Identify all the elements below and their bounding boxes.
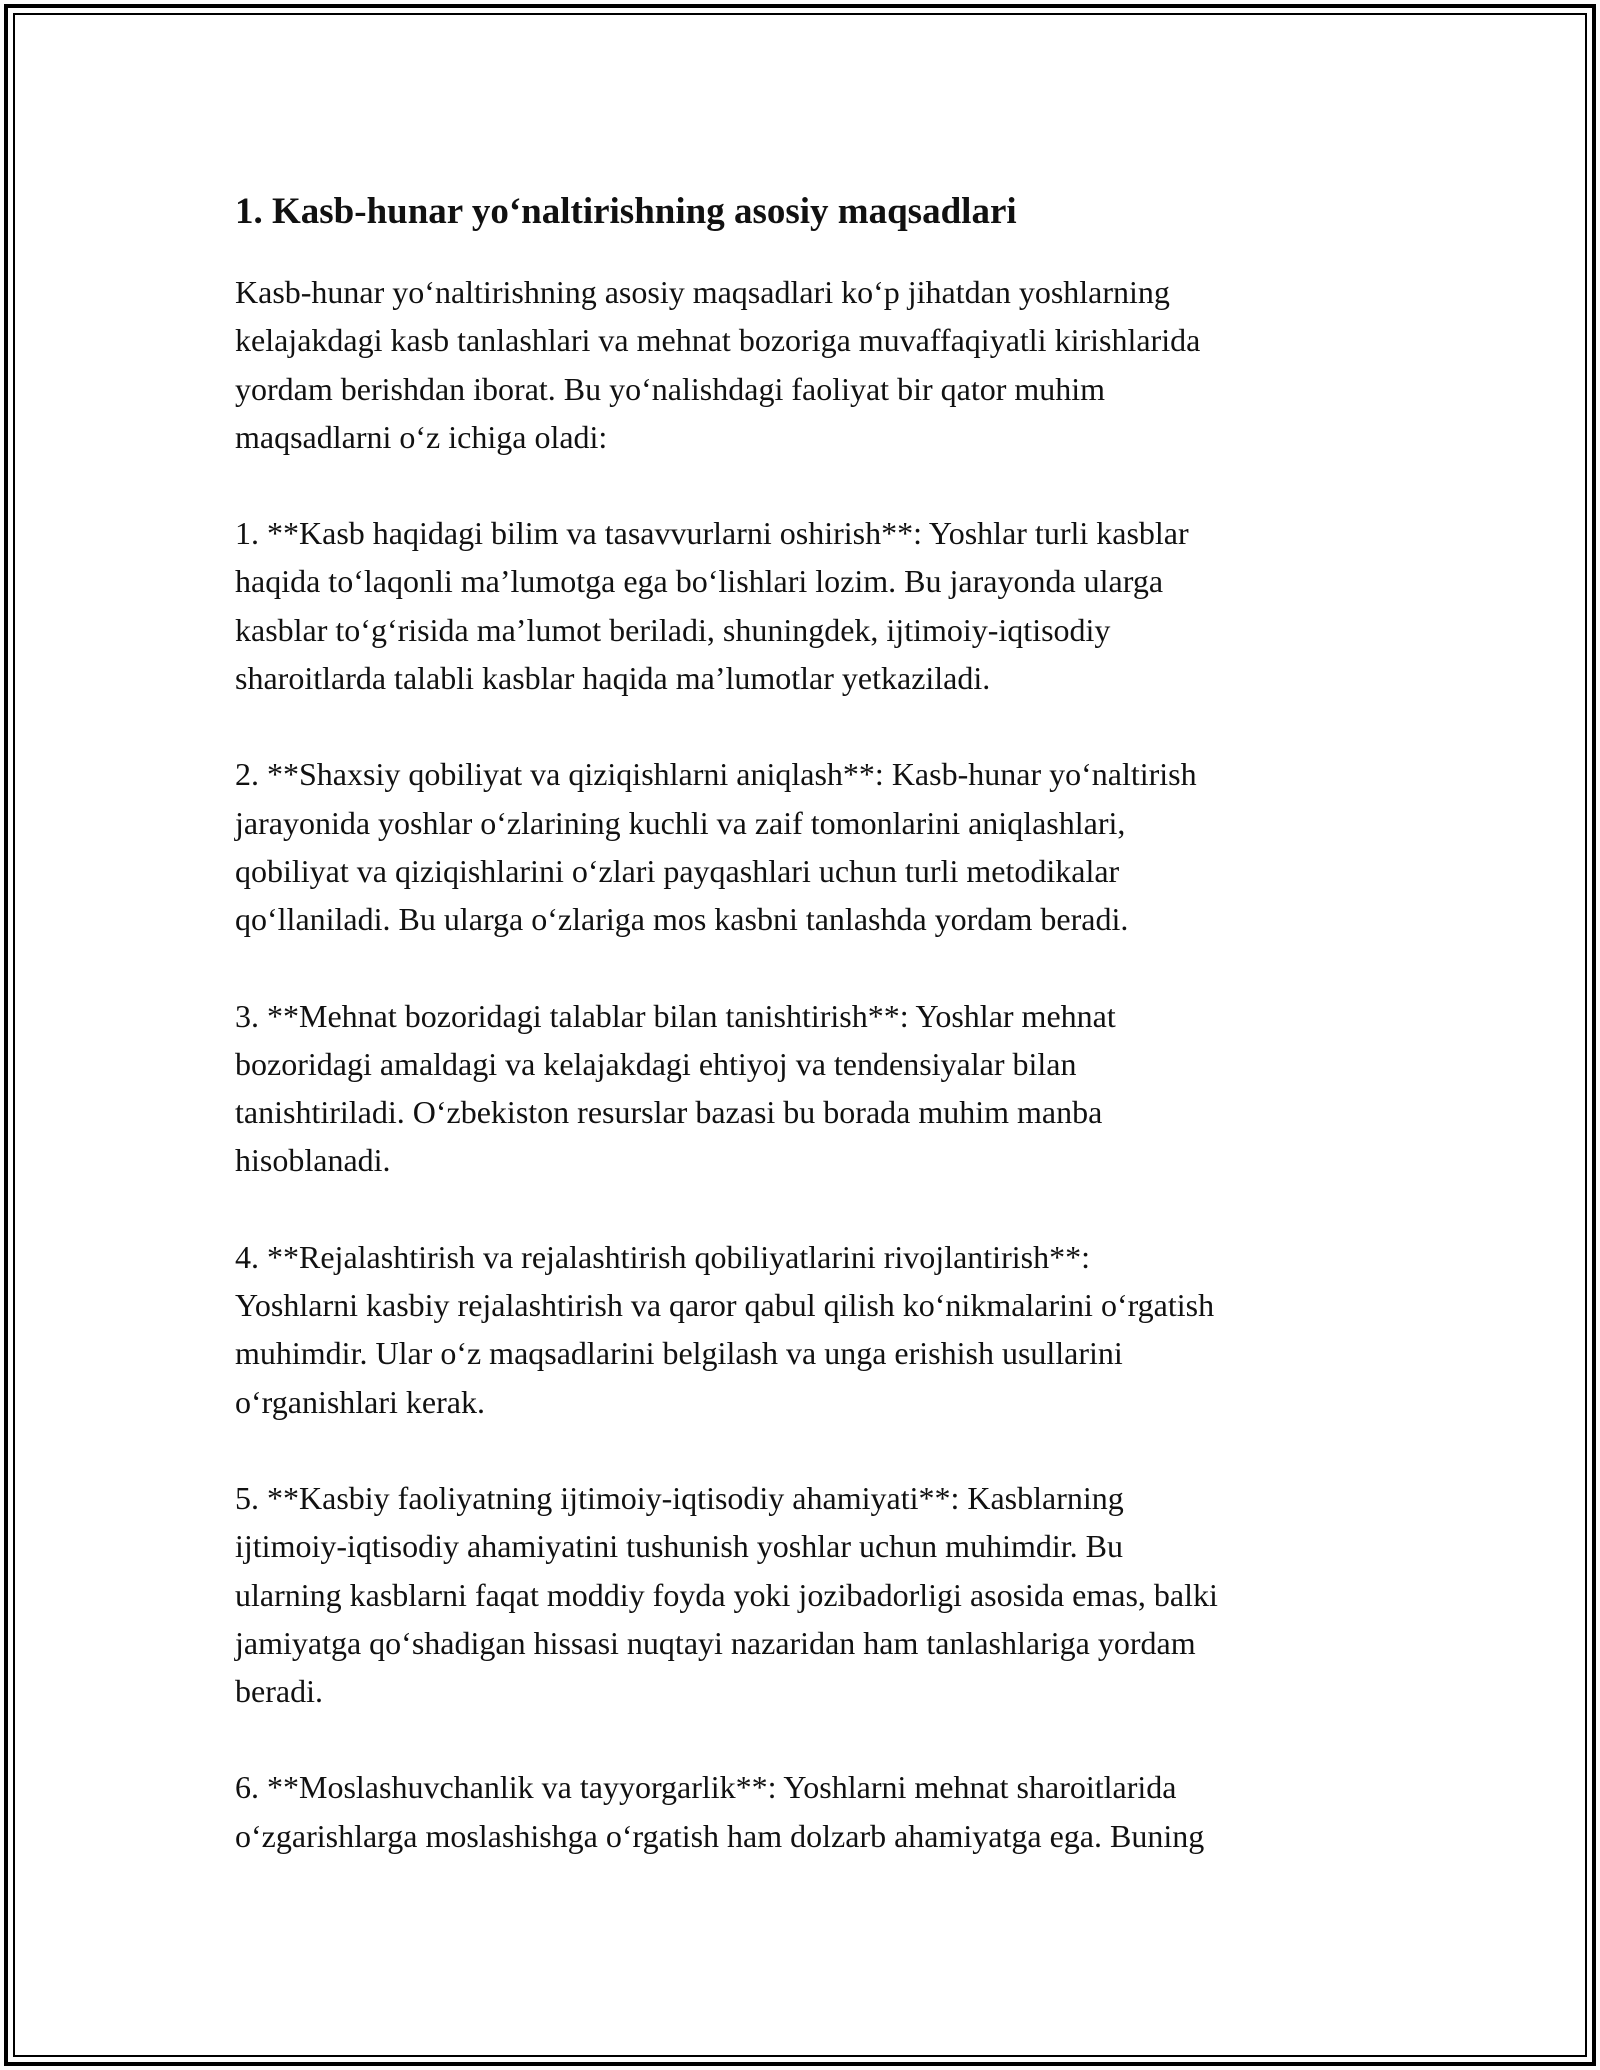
section-heading: 1. Kasb-hunar yo‘naltirishning asosiy maqsadlari xyxy=(235,191,1017,232)
list-item-5: 5. **Kasbiy faoliyatning ijtimoiy-iqtisodiy ahamiyati**: Kasblarning ijtimoiy-iqtisodiy ahamiyatini tushunish yoshlar uchun muhimdir. Bu ularning kasblarni faqat moddiy foyda yoki jozibadorligi asosida emas, balki jamiyatga qo‘shadigan hissasi nuqtayi nazaridan ham tanlashlariga yordam beradi. xyxy=(235,1479,1218,1710)
list-item-4: 4. **Rejalashtirish va rejalashtirish qobiliyatlarini rivojlantirish**: Yoshlarni kasbiy rejalashtirish va qaror qabul qilish ko‘nikmalarini o‘rgatish muhimdir. Ular o‘z maqsadlarini belgilash va unga erishish usullarini o‘rganishlari kerak. xyxy=(235,1238,1215,1420)
document-body xyxy=(235,188,1375,1908)
list-item-6: 6. **Moslashuvchanlik va tayyorgarlik**: Yoshlarni mehnat sharoitlarida o‘zgarishlarga moslashishga o‘rgatish ham dolzarb ahamiyatga ega. Buning xyxy=(235,1769,1205,1854)
list-item-2: 2. **Shaxsiy qobiliyat va qiziqishlarni aniqlash**: Kasb-hunar yo‘naltirish jarayonida yoshlar o‘zlarining kuchli va zaif tomonlarini aniqlashlari, qobiliyat va qiziqishlarini o‘zlari payqashlari uchun turli metodikalar qo‘llaniladi. Bu ularga o‘zlariga mos kasbni tanlashda yordam beradi. xyxy=(235,756,1197,938)
intro-paragraph: Kasb-hunar yo‘naltirishning asosiy maqsadlari ko‘p jihatdan yoshlarning kelajakdagi kasb tanlashlari va mehnat bozoriga muvaffaqiyatli kirishlarida yordam berishdan iborat. Bu yo‘nalishdagi faoliyat bir qator muhim maqsadlarni o‘z ichiga oladi: xyxy=(235,274,1201,455)
list-item-3: 3. **Mehnat bozoridagi talablar bilan tanishtirish**: Yoshlar mehnat bozoridagi amaldagi va kelajakdagi ehtiyoj va tendensiyalar bilan tanishtiriladi. O‘zbekiston resurslar bazasi bu borada muhim manba hisoblanadi. xyxy=(235,997,1116,1179)
list-item-1: 1. **Kasb haqidagi bilim va tasavvurlarni oshirish**: Yoshlar turli kasblar haqida to‘laqonli ma’lumotga ega bo‘lishlari lozim. Bu jarayonda ularga kasblar to‘g‘risida ma’lumot beriladi, shuningdek, ijtimoiy-iqtisodiy sharoitlarda talabli kasblar haqida ma’lumotlar yetkaziladi. xyxy=(235,515,1189,697)
